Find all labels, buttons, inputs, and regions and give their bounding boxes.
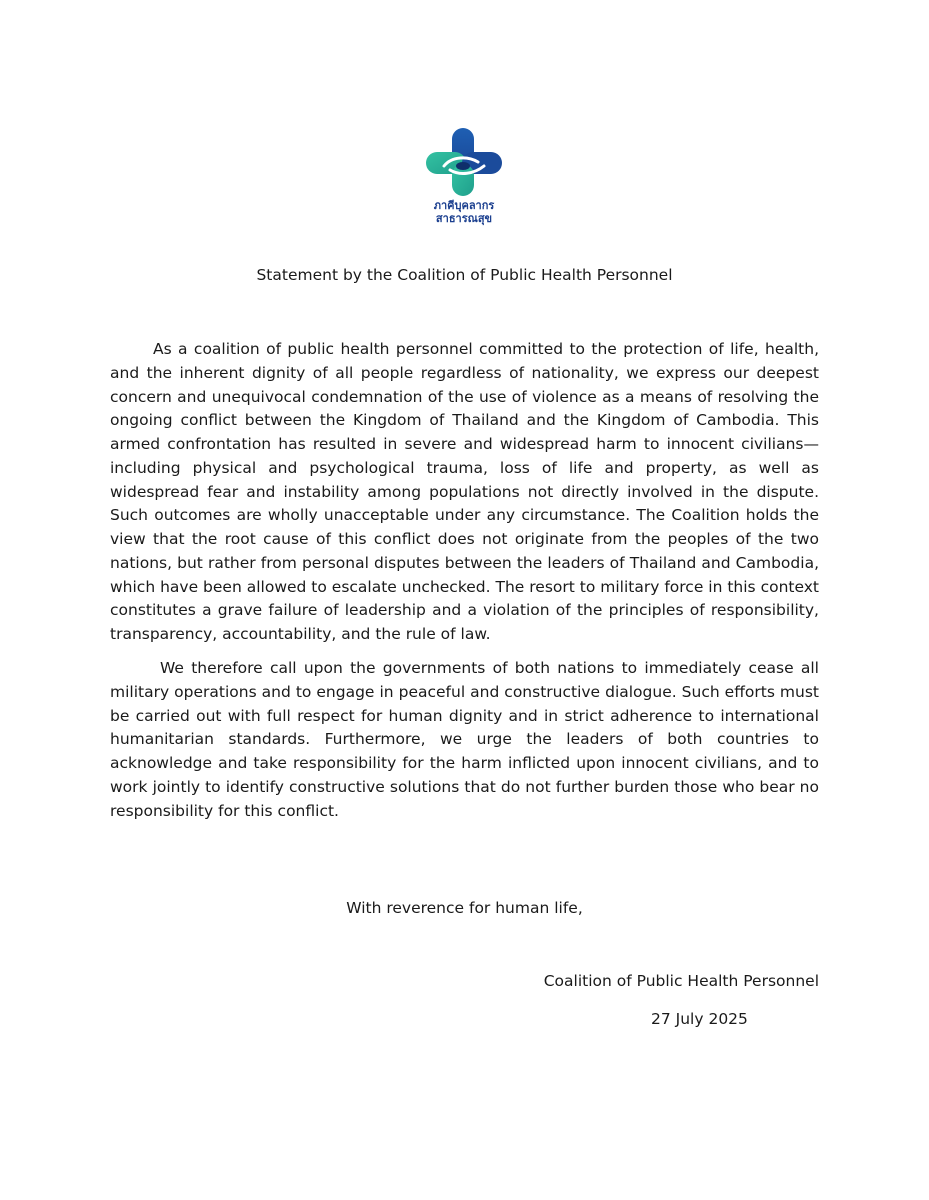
closing-line: With reverence for human life, — [346, 899, 583, 917]
statement-paragraph-1: As a coalition of public health personnel committed to the protection of life, health, and the inherent dignity of all people regardless of nationality, we express our deepest concern and unequivocal condemnation of the use of violence as a means of resolving the ongoing conflict between the Kingdom of Thailand and the Kingdom of Cambodia. This armed confrontation has resulted in severe and widespread harm to innocent civilians—including physical and psychological trauma, loss of life and property, as well as widespread fear and instability among populations not directly involved in the dispute. Such outcomes are wholly unacceptable under any circumstance. The Coalition holds the view that the root cause of this conflict does not originate from the peoples of the two nations, but rather from personal disputes between the leaders of Thailand and Cambodia, which have been allowed to escalate unchecked. The resort to military force in this context constitutes a grave failure of leadership and a violation of the principles of responsibility, transparency, accountability, and the rule of law. — [110, 340, 819, 643]
medical-cross-hands-icon — [422, 126, 506, 198]
signature: Coalition of Public Health Personnel — [543, 972, 819, 990]
statement-paragraph-2: We therefore call upon the governments of both nations to immediately cease all military operations and to engage in peaceful and constructive dialogue. Such efforts must be carried out with full respect for human dignity and in strict adherence to international humanitarian standards. Furthermore, we urge the leaders of both countries to acknowledge and take responsibility for the harm inflicted upon innocent civilians, and to work jointly to identify constructive solutions that do not further burden those who bear no responsibility for this conflict. — [110, 659, 819, 820]
coalition-logo — [422, 126, 506, 228]
statement-title: Statement by the Coalition of Public Health Personnel — [256, 266, 673, 284]
statement-date: 27 July 2025 — [651, 1010, 748, 1028]
logo-name-line2: สาธารณสุข — [435, 212, 493, 225]
logo-name-line1: ภาคีบุคลากร — [433, 199, 495, 212]
